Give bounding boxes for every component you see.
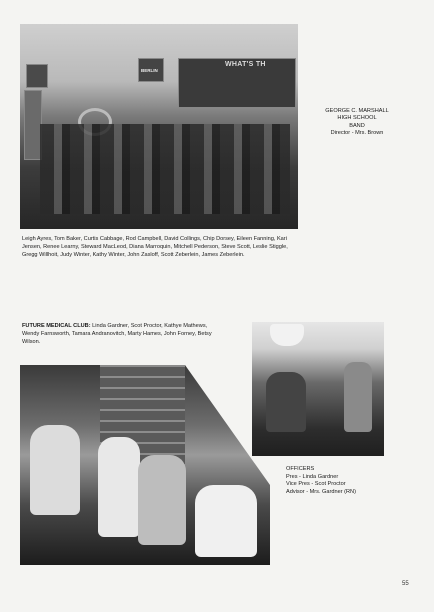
club-member <box>138 455 186 545</box>
club-member <box>195 485 257 557</box>
standing-officer <box>344 362 372 432</box>
club-member <box>98 437 140 537</box>
officer-advisor: Advisor - Mrs. Gardner (RN) <box>286 488 356 495</box>
band-school-name: GEORGE C. MARSHALL <box>325 108 389 114</box>
medical-club-title: FUTURE MEDICAL CLUB: <box>22 323 91 329</box>
club-member <box>30 425 80 515</box>
medical-club-officers-photo <box>252 322 384 456</box>
poster <box>138 58 164 82</box>
medical-club-photo <box>20 365 270 565</box>
band-school-label: HIGH SCHOOL <box>337 115 377 122</box>
medical-club-caption <box>22 323 212 347</box>
lamp-shade <box>270 324 304 346</box>
band-title-caption <box>300 108 414 138</box>
officer-vice-president: Vice Pres - Scot Proctor <box>286 481 346 488</box>
band-director: Director - Mrs. Brown <box>330 130 384 137</box>
medical-club-members: Linda Gardner, Scot Proctor, Kathye Mathews, Wendy Farnsworth, Tamara Andranovitch, Marty Hames, John Forney, Betsy Wilson. <box>22 323 212 345</box>
band-group-photo <box>20 24 298 229</box>
band-members-caption: Leigh Ayres, Tom Baker, Curtis Cabbage, Rod Campbell, David Collings, Chip Dorsey, Eileen Fanning, Kari Jensen, Renee Learny, Steward MacLeod, Diana Marroquin, Mitchell Pederson, Steve Scott, Leslie Stiggle, Gregg Willhoit, Judy Winter, Kathy Winter, John Zasloff, Scott Zeberlein, James Zeberlein. <box>22 236 288 258</box>
page-number: 55 <box>402 581 409 587</box>
band-title: BAND <box>349 122 365 129</box>
officer-president: Pres - Linda Gardner <box>286 473 339 480</box>
speaker <box>26 64 48 88</box>
poster-sign: BERLIN <box>141 68 158 73</box>
bulletin-sign: WHAT'S TH <box>225 61 266 68</box>
band-members <box>40 124 290 214</box>
seated-officer <box>266 372 306 432</box>
officers-caption <box>286 466 396 496</box>
bulletin-board <box>178 58 296 108</box>
officers-heading: OFFICERS <box>286 466 315 472</box>
